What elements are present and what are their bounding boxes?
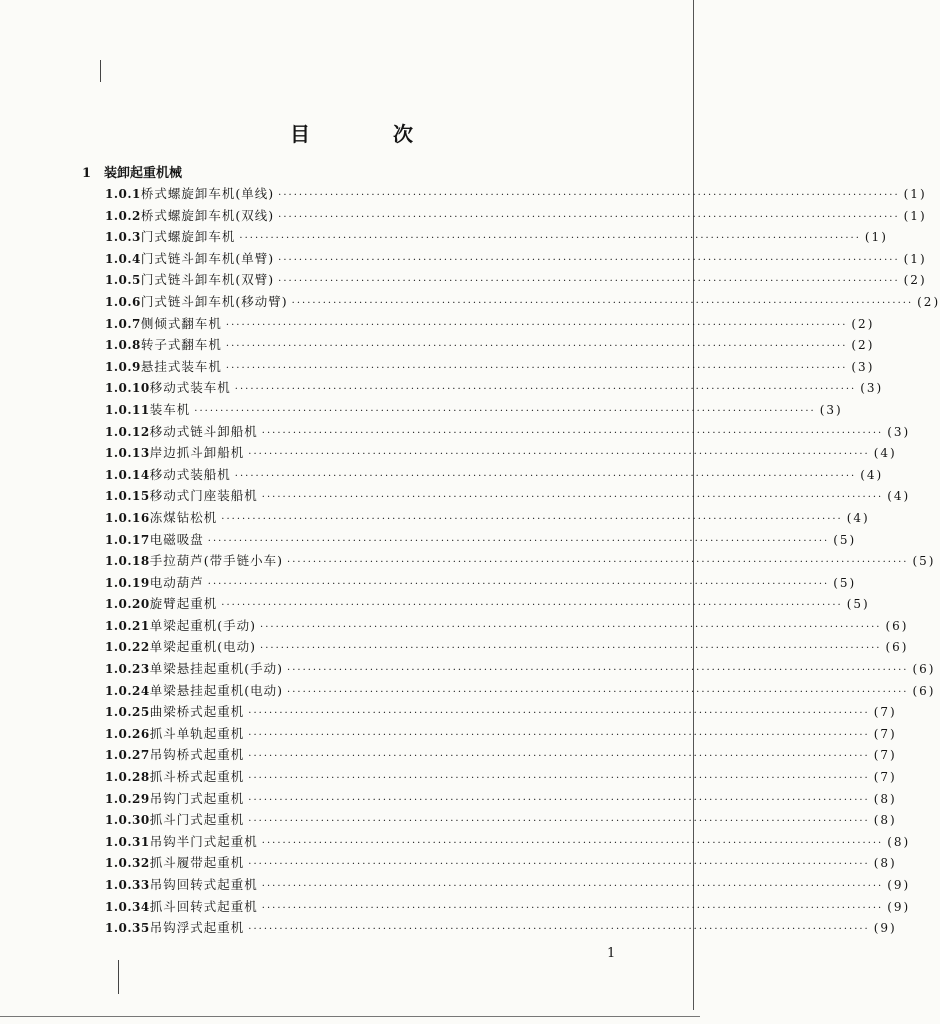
toc-entry[interactable] (105, 681, 936, 703)
entry-title: 单梁起重机(手动) (149, 617, 257, 633)
leader-dots: ························································································································ (261, 881, 884, 892)
entry-number: 1.0.9 (105, 359, 141, 374)
leader-dots: ························································································································ (248, 773, 870, 785)
toc-entry[interactable] (105, 508, 870, 530)
entry-title: 门式链斗卸车机(移动臂) (140, 293, 288, 309)
entry-number: 1.0.16 (105, 510, 150, 525)
entry-title: 曲梁桥式起重机 (149, 704, 245, 720)
leader-dots: ························································································································ (261, 492, 884, 504)
entry-page: (8) (887, 834, 911, 849)
entry-number: 1.0.35 (105, 921, 150, 936)
entry-page: (4) (887, 489, 911, 504)
entry-page: (3) (887, 424, 911, 439)
entry-page: (2) (917, 294, 940, 309)
section-label: 装卸起重机械 (104, 166, 183, 181)
entry-number: 1.0.20 (105, 597, 150, 612)
leader-dots: ························································································································ (239, 233, 861, 245)
entry-title: 移动式链斗卸船机 (149, 423, 258, 439)
entry-number: 1.0.2 (105, 208, 141, 223)
entry-title: 冻煤钻松机 (149, 509, 218, 525)
toc-entry[interactable] (105, 249, 927, 271)
entry-number: 1.0.24 (105, 683, 150, 698)
entry-page: (5) (846, 597, 870, 612)
leader-dots: ························································································································ (234, 470, 857, 482)
entry-title: 移动式门座装船机 (149, 488, 258, 504)
toc-entry[interactable] (105, 594, 870, 616)
entry-title: 门式链斗卸车机(单臂) (140, 250, 275, 266)
toc-entry[interactable] (105, 789, 897, 811)
entry-page: (1) (903, 187, 927, 201)
entry-page: (7) (873, 770, 897, 785)
entry-page: (9) (873, 921, 897, 936)
entry-number: 1.0.21 (105, 618, 150, 633)
entry-title: 抓斗回转式起重机 (149, 898, 258, 914)
leader-dots: ························································································································ (207, 578, 830, 590)
toc-entry[interactable] (105, 227, 888, 249)
entry-page: (2) (851, 316, 875, 331)
toc-entry[interactable] (105, 443, 897, 465)
toc-entry[interactable] (105, 745, 897, 767)
entry-page: (6) (912, 683, 936, 698)
entry-number: 1.0.22 (105, 640, 150, 655)
entry-page: (5) (833, 532, 857, 547)
entry-page: (3) (851, 359, 875, 374)
leader-dots: ························································································································ (248, 751, 870, 763)
entry-number: 1.0.8 (105, 338, 141, 353)
entry-number: 1.0.31 (105, 834, 150, 849)
leader-dots: ························································································································ (287, 686, 909, 698)
entry-title: 移动式装船机 (149, 466, 231, 482)
entry-title: 悬挂式装车机 (140, 358, 222, 374)
entry-number: 1.0.18 (105, 554, 150, 569)
entry-number: 1.0.1 (105, 187, 141, 201)
entry-number: 1.0.12 (105, 424, 150, 439)
leader-dots: ························································································································ (248, 449, 870, 461)
toc-entry[interactable] (105, 724, 897, 746)
entry-title: 吊钩半门式起重机 (149, 833, 258, 849)
leader-dots: ························································································································ (278, 254, 900, 266)
toc-entry[interactable] (105, 767, 897, 789)
leader-dots: ························································································································ (221, 600, 843, 612)
entry-number: 1.0.7 (105, 316, 141, 331)
leader-dots: ························································································································ (287, 665, 909, 677)
entry-number: 1.0.28 (105, 770, 150, 785)
entry-number: 1.0.10 (105, 381, 150, 396)
entry-title: 吊钩门式起重机 (149, 790, 245, 806)
entry-page: (8) (873, 856, 897, 871)
entry-number: 1.0.14 (105, 467, 150, 482)
toc-entry[interactable] (105, 832, 911, 854)
toc-entry[interactable] (105, 530, 857, 552)
leader-dots: ························································································································ (260, 621, 882, 633)
toc-entry[interactable] (105, 378, 884, 400)
leader-dots: ························································································································ (221, 513, 843, 525)
scan-mark (118, 960, 119, 994)
leader-dots: ························································································································ (248, 816, 870, 828)
leader-dots: ························································································································ (225, 341, 848, 353)
entry-page: (7) (873, 726, 897, 741)
entry-number: 1.0.13 (105, 446, 150, 461)
toc-entry[interactable] (105, 314, 875, 336)
entry-page: (3) (819, 402, 843, 417)
leader-dots: ························································································································ (225, 319, 848, 331)
leader-dots: ························································································································ (260, 643, 882, 655)
entry-page: (8) (873, 813, 897, 828)
entry-page: (1) (903, 251, 927, 266)
toc-entry[interactable] (105, 918, 897, 940)
entry-page: (4) (873, 446, 897, 461)
toc-entry[interactable] (105, 853, 897, 875)
leader-dots: ························································································································ (207, 535, 830, 547)
entry-page: (6) (912, 662, 936, 677)
entry-number: 1.0.15 (105, 489, 150, 504)
entry-page: (7) (873, 705, 897, 720)
leader-dots: ························································································································ (261, 902, 884, 914)
entry-page: (4) (860, 467, 884, 482)
entry-number: 1.0.3 (105, 230, 141, 245)
entry-number: 1.0.26 (105, 726, 150, 741)
entry-title: 单梁起重机(电动) (149, 639, 257, 655)
toc-entry[interactable] (105, 270, 927, 292)
entry-number: 1.0.6 (105, 294, 141, 309)
entry-page: (9) (887, 899, 911, 914)
leader-dots: ························································································································ (261, 837, 884, 849)
toc-entry[interactable] (105, 486, 911, 508)
leader-dots: ························································································································ (248, 859, 870, 871)
entry-page: (5) (833, 575, 857, 590)
entry-number: 1.0.17 (105, 532, 150, 547)
leader-dots: ························································································································ (261, 427, 884, 439)
entry-title: 旋臂起重机 (149, 596, 218, 612)
entry-number: 1.0.27 (105, 748, 150, 763)
entry-title: 吊钩桥式起重机 (149, 747, 245, 763)
toc-entry[interactable] (105, 659, 936, 681)
toc-entry[interactable] (105, 335, 875, 357)
leader-dots: ························································································································ (248, 729, 870, 741)
entry-title: 吊钩浮式起重机 (149, 920, 245, 936)
leader-dots: ························································································································ (225, 362, 848, 374)
entry-number: 1.0.32 (105, 856, 150, 871)
toc-entry[interactable] (105, 702, 897, 724)
entry-title: 手拉葫芦(带手链小车) (149, 553, 284, 569)
entry-number: 1.0.19 (105, 575, 150, 590)
leader-dots: ························································································································ (278, 276, 900, 288)
entry-page: (8) (873, 791, 897, 806)
section-number: 1 (82, 166, 92, 181)
toc-entry[interactable] (105, 465, 884, 487)
entry-title: 抓斗门式起重机 (149, 812, 245, 828)
entry-number: 1.0.34 (105, 899, 150, 914)
entry-page: (2) (851, 338, 875, 353)
entry-number: 1.0.23 (105, 662, 150, 677)
toc-entry[interactable] (105, 206, 927, 228)
leader-dots: ························································································································ (278, 211, 900, 223)
leader-dots: ························································································································ (287, 557, 909, 569)
toc-entry[interactable] (105, 616, 909, 638)
entry-title: 门式螺旋卸车机 (140, 229, 236, 245)
entry-title: 抓斗桥式起重机 (149, 769, 245, 785)
toc-entry[interactable] (105, 422, 911, 444)
leader-dots: ························································································································ (234, 384, 857, 396)
entry-number: 1.0.4 (105, 251, 141, 266)
entry-title: 门式链斗卸车机(双臂) (140, 272, 275, 288)
toc-entry[interactable] (105, 400, 843, 422)
toc-list (105, 184, 940, 940)
leader-dots: ························································································································ (278, 190, 900, 201)
section-heading (82, 162, 182, 181)
entry-title: 电磁吸盘 (149, 531, 204, 547)
entry-title: 单梁悬挂起重机(电动) (149, 682, 284, 698)
entry-page: (4) (846, 510, 870, 525)
entry-title: 转子式翻车机 (140, 337, 222, 353)
entry-title: 岸边抓斗卸船机 (149, 445, 245, 461)
toc-entry[interactable] (105, 551, 936, 573)
toc-entry[interactable] (105, 184, 927, 206)
entry-title: 单梁悬挂起重机(手动) (149, 661, 284, 677)
entry-title: 侧倾式翻车机 (140, 315, 222, 331)
entry-title: 移动式装车机 (149, 380, 231, 396)
entry-page: (1) (864, 230, 888, 245)
entry-page: (1) (903, 208, 927, 223)
leader-dots: ························································································································ (248, 924, 870, 936)
leader-dots: ························································································································ (248, 794, 870, 806)
leader-dots: ························································································································ (291, 297, 914, 309)
entry-title: 桥式螺旋卸车机(单线) (140, 186, 275, 201)
leader-dots: ························································································································ (248, 708, 870, 720)
toc-entry[interactable] (105, 875, 911, 897)
page-number: 1 (607, 946, 616, 961)
page-edge-bottom (0, 1016, 700, 1017)
entry-number: 1.0.33 (105, 878, 150, 892)
entry-page: (6) (885, 640, 909, 655)
entry-title: 吊钩回转式起重机 (149, 877, 258, 892)
leader-dots: ························································································································ (194, 405, 816, 417)
page-title: 目 次 (290, 122, 451, 146)
toc-entry[interactable] (105, 292, 940, 314)
entry-number: 1.0.5 (105, 273, 141, 288)
entry-title: 桥式螺旋卸车机(双线) (140, 207, 275, 223)
entry-number: 1.0.25 (105, 705, 150, 720)
toc-entry[interactable] (105, 810, 897, 832)
entry-number: 1.0.11 (105, 402, 150, 417)
entry-title: 抓斗单轨起重机 (149, 725, 245, 741)
entry-page: (5) (912, 554, 936, 569)
entry-title: 电动葫芦 (149, 574, 204, 590)
entry-page: (2) (903, 273, 927, 288)
entry-page: (9) (887, 878, 911, 892)
toc-entry[interactable] (105, 357, 875, 379)
entry-number: 1.0.30 (105, 813, 150, 828)
toc-entry[interactable] (105, 897, 911, 919)
scan-mark (100, 60, 101, 82)
entry-number: 1.0.29 (105, 791, 150, 806)
entry-title: 抓斗履带起重机 (149, 855, 245, 871)
entry-title: 装车机 (149, 401, 191, 417)
toc-entry[interactable] (105, 573, 857, 595)
toc-entry[interactable] (105, 637, 909, 659)
entry-page: (6) (885, 618, 909, 633)
entry-page: (7) (873, 748, 897, 763)
entry-page: (3) (860, 381, 884, 396)
